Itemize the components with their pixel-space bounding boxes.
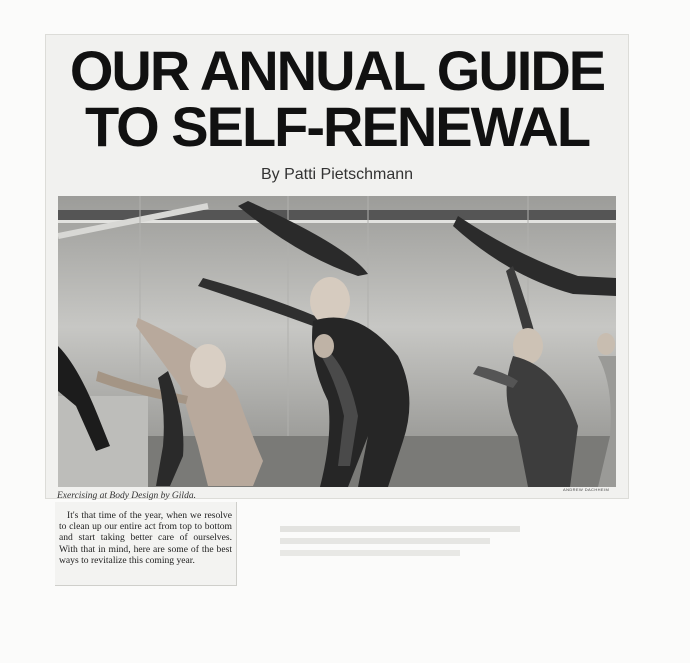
- headline-line-1: OUR ANNUAL GUIDE: [69, 39, 605, 102]
- intro-box: [55, 502, 237, 586]
- photo-caption: Exercising at Body Design by Gilda.: [57, 491, 196, 501]
- exercise-photo-illustration: [58, 196, 616, 487]
- bleed-through-text: [280, 520, 580, 580]
- headline-line-2: TO SELF-RENEWAL: [84, 95, 590, 158]
- article-clipping: [46, 35, 628, 498]
- exercise-photo: [58, 196, 616, 487]
- intro-paragraph: It's that time of the year, when we resolve to clean up our entire act from top to bottom and start taking better care of ourselves. With that in mind, here are some of the best ways to revitalize this coming year.: [59, 510, 232, 566]
- photo-credit: ANDREW DACHHEIM: [563, 487, 610, 492]
- byline: By Patti Pietschmann: [260, 166, 414, 183]
